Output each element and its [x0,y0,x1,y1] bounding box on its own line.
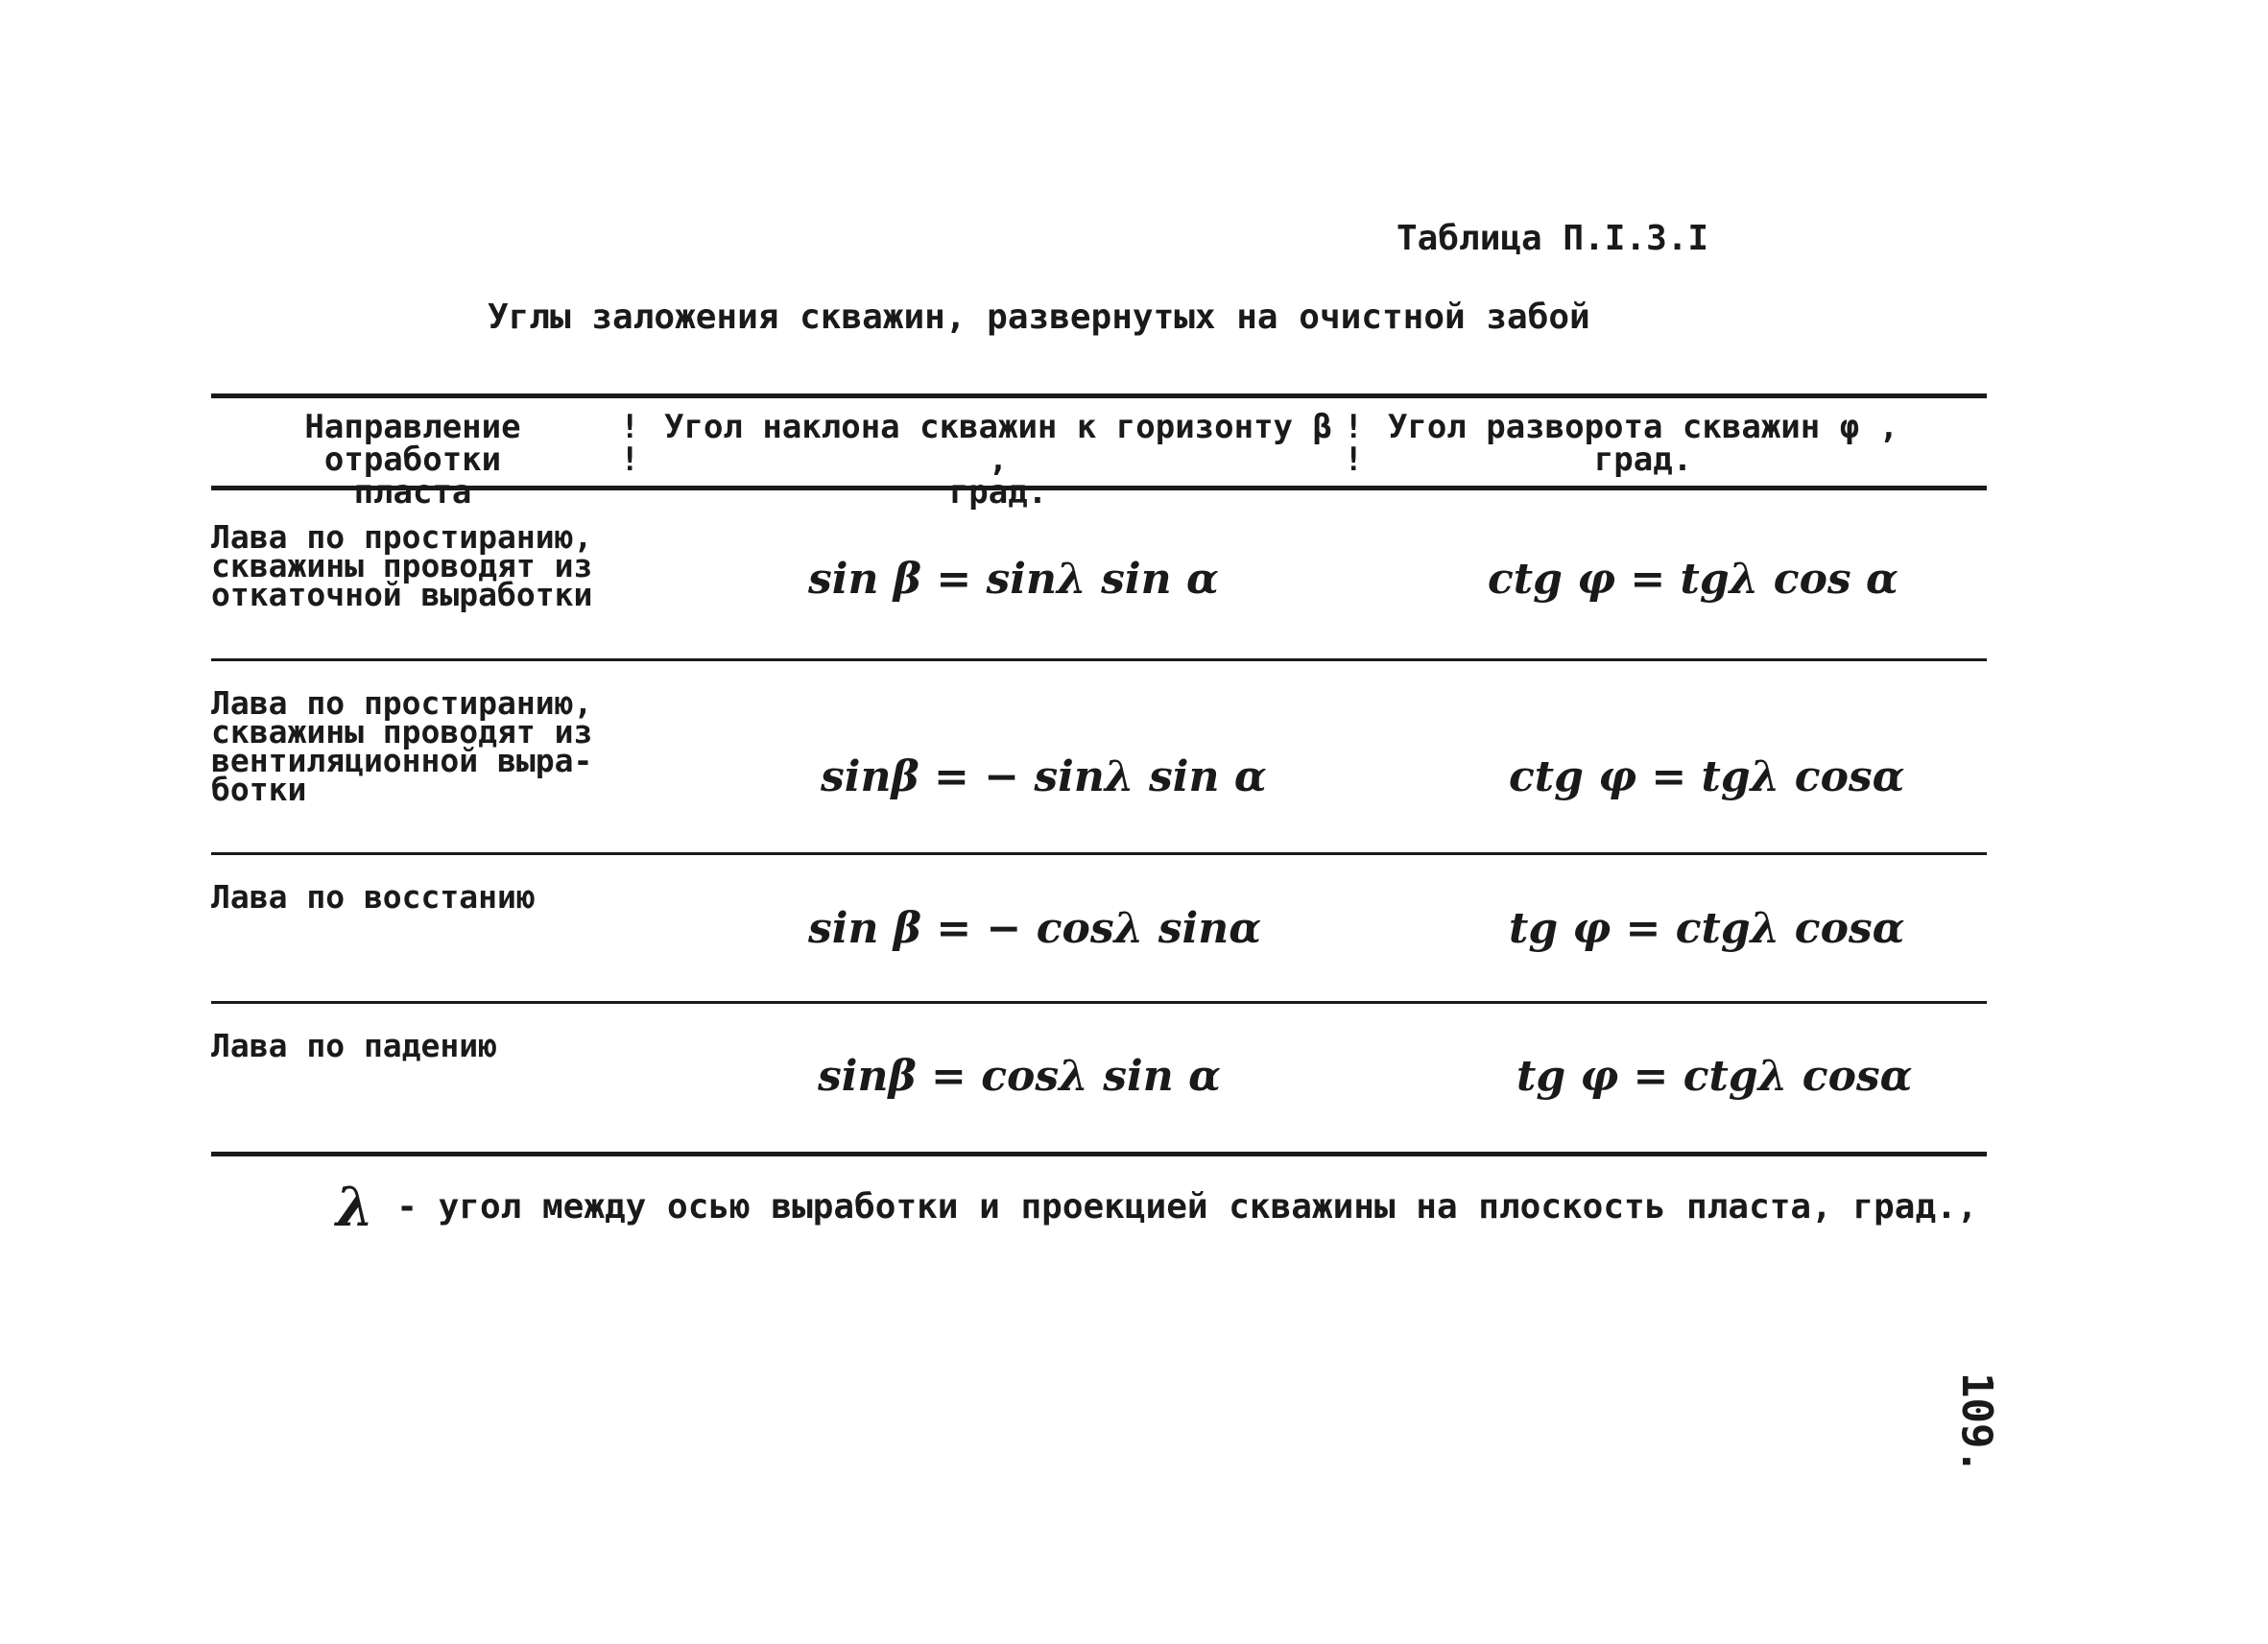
turn-formula: tg φ = ctgλ cosα [1509,904,1905,953]
turn-formula: tg φ = ctgλ cosα [1516,1052,1913,1101]
table-title: Углы заложения скважин, развернутых на очистной забой [488,298,1590,337]
turn-formula: ctg φ = tgλ cosα [1509,752,1905,801]
incline-formula: sinβ = − sinλ sin α [821,752,1267,801]
lambda-symbol: λ [336,1176,374,1239]
page-number: 109. [1952,1372,2001,1474]
row-label: Лава по простиранию, скважины проводят из вентиляционной выра- ботки [211,684,593,808]
row-divider [211,852,1987,855]
footnote-text: - угол между осью выработки и проекцией скважины на плоскость пласта, град., [396,1187,1978,1227]
header-col-turn-angle: Угол разворота скважин φ , град. [1387,408,1899,479]
row-label: Лава по простиранию, скважины проводят из откаточной выработки [211,518,593,613]
row-divider [211,658,1987,661]
header-separator: ! ! [620,408,640,479]
table-label: Таблица П.I.3.I [1397,219,1709,258]
turn-formula: ctg φ = tgλ cos α [1488,555,1898,604]
header-col-incline-angle: Угол наклона скважин к горизонту β , град. [664,408,1332,512]
row-divider [211,1001,1987,1004]
table-top-rule [211,393,1987,398]
header-col-direction: Направление отработки пласта [304,408,521,512]
row-label: Лава по падению [211,1027,498,1064]
footnote [336,1176,1977,1239]
table-bottom-rule [211,1152,1987,1156]
header-separator: ! ! [1344,408,1364,479]
row-label: Лава по восстанию [211,878,536,916]
incline-formula: sin β = sinλ sin α [808,555,1219,604]
incline-formula: sin β = − cosλ sinα [808,904,1262,953]
incline-formula: sinβ = cosλ sin α [818,1052,1221,1101]
